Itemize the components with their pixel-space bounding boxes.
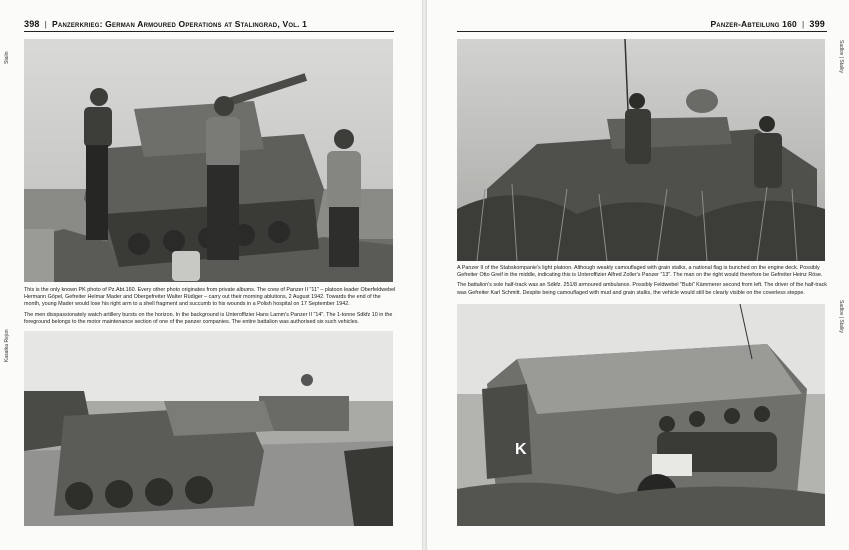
right-header-rule xyxy=(457,31,827,32)
caption-photo-1: This is the only known PK photo of Pz.Abt.160. Every other photo originates from private albums. The crew of Panzer II "11" – platoon leader Oberfeldwebel Hermann Göpel, Gefreiter Helmar Mader and Obergefreiter Walter Rüdiger – carry out their morning ablutions, 2 August 1942. Towards the end of the month, young Mader would lose his right arm to a shell fragment and succumb to his wounds in a Polish hospital on 17 September 1942. xyxy=(24,287,396,308)
left-running-head: Panzerkrieg: German Armoured Operations at Stalingrad, Vol. 1 xyxy=(52,19,308,29)
left-page-number: 398 xyxy=(24,19,40,29)
photo-panzer-ii-grain xyxy=(457,39,825,261)
left-captions xyxy=(24,287,396,329)
left-page-header: 398 | Panzerkrieg: German Armoured Operations at Stalingrad, Vol. 1 xyxy=(24,19,308,29)
right-page-number: 399 xyxy=(809,19,825,29)
caption-photo-4: The battalion's sole half-track was an Sdkfz. 251/8 armoured ambulance. Possibly Feldwebel "Bubi" Kämmerer second from left. The driver of the half-track was Gefreiter Karl Schmitt. Despite being camouflaged with mud and grain stalks, the vehicle would still be clearly visible on the coverless steppe. xyxy=(457,282,827,296)
photo-crew-ablutions xyxy=(24,39,393,282)
photo-ambulance-halftrack xyxy=(457,304,825,526)
right-page xyxy=(427,0,849,550)
photo-sdkfz-10 xyxy=(24,331,393,526)
vehicle-marking: K xyxy=(515,441,527,458)
left-side-tab-top: Stalin xyxy=(4,51,10,64)
right-page-header: Panzer-Abteilung 160 | 399 xyxy=(710,19,825,29)
right-side-tab-bottom: Sadlov | Stalky xyxy=(838,300,844,333)
caption-photo-2: The men disspassionately watch artillery bursts on the horizon. In the background is Unteroffizier Hans Lamm's Panzer II "14". The 1-tonne Sdkfz 10 in the foreground belongs to the motor maintenance section of one of the panzer companies. The entire battalion was authorised six such vehicles. xyxy=(24,311,393,325)
left-page xyxy=(0,0,422,550)
right-side-tab-top: Sadlov | Stalky xyxy=(838,40,844,73)
caption-photo-3: A Panzer II of the Stabskompanie's light platoon. Although weakly camouflaged with grain stalks, a national flag is bunched on the engine deck. Possibly Gefreiter Otto Greif in the middle, indicating this is Unteroffizier Alfred Zoller's Panzer "13". The man on the right would therefore be Gefreiter Heinz Röse. xyxy=(457,265,823,279)
right-captions xyxy=(457,265,829,300)
left-side-tab-bottom: Kasatka Rejon xyxy=(4,329,10,362)
right-running-head: Panzer-Abteilung 160 xyxy=(710,19,797,29)
left-header-rule xyxy=(24,31,394,32)
